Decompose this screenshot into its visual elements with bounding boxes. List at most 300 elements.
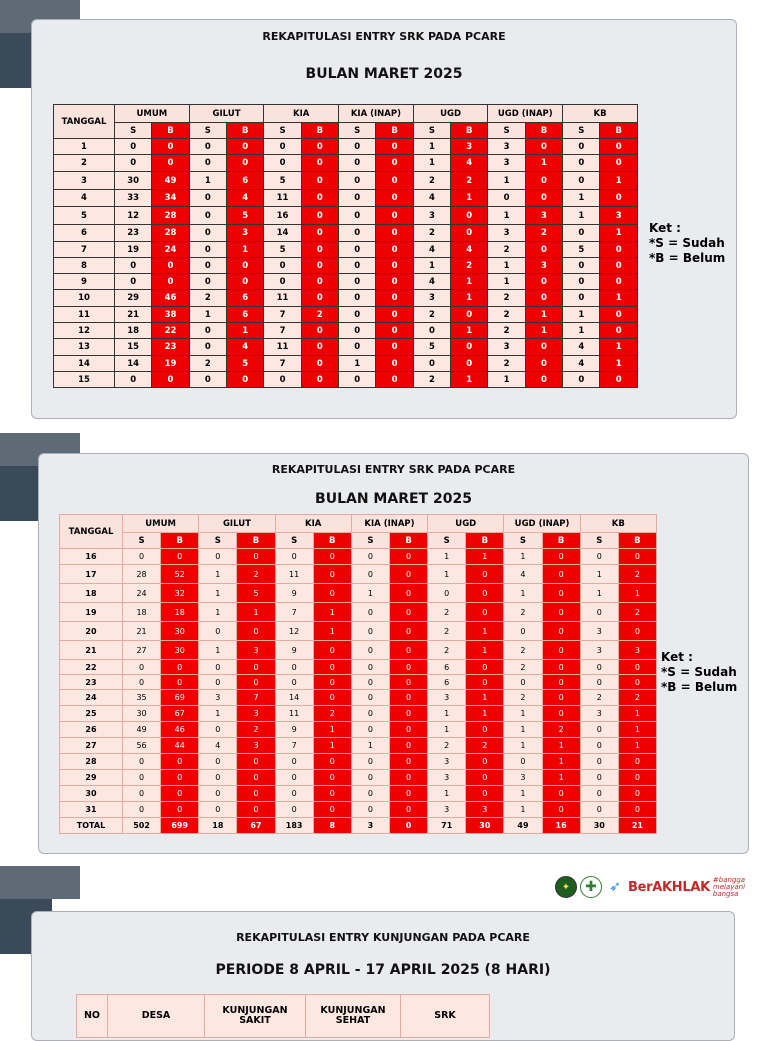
- cell-belum: 0: [301, 190, 338, 207]
- cell-sudah: 29: [115, 290, 152, 307]
- table-row: [60, 786, 657, 802]
- cell-belum: 0: [389, 660, 427, 675]
- cell-belum: 0: [301, 155, 338, 172]
- cell-sudah: 4: [504, 565, 542, 584]
- cell-sudah: 0: [580, 770, 618, 786]
- cell-sudah: 1: [504, 722, 542, 738]
- cell-sudah: 2: [504, 603, 542, 622]
- cell-belum: 2: [542, 722, 580, 738]
- cell-tanggal: 1: [54, 139, 115, 155]
- cell-tanggal: 6: [54, 225, 115, 242]
- cell-total-belum: 21: [618, 818, 656, 834]
- cell-belum: 3: [525, 207, 562, 225]
- panel-title: PERIODE 8 APRIL - 17 APRIL 2025 (8 HARI): [215, 962, 551, 978]
- cell-belum: 0: [376, 225, 413, 242]
- cell-sudah: 2: [504, 660, 542, 675]
- cell-belum: 0: [376, 372, 413, 388]
- cell-total-sudah: 18: [199, 818, 237, 834]
- cell-sudah: 12: [115, 207, 152, 225]
- cell-belum: 2: [451, 172, 488, 190]
- cell-sudah: 9: [275, 584, 313, 603]
- cell-sudah: 14: [264, 225, 301, 242]
- cell-belum: 0: [237, 660, 275, 675]
- col-belum-header: B: [525, 123, 562, 139]
- cell-belum: 1: [600, 225, 638, 242]
- table-row: [60, 622, 657, 641]
- cell-sudah: 0: [339, 242, 376, 258]
- cell-sudah: 1: [413, 139, 450, 155]
- cell-sudah: 1: [199, 603, 237, 622]
- table-row: [60, 603, 657, 622]
- cell-sudah: 3: [428, 770, 466, 786]
- cell-sudah: 0: [563, 155, 600, 172]
- cell-sudah: 14: [275, 690, 313, 706]
- cell-tanggal: 17: [60, 565, 123, 584]
- cell-sudah: 0: [563, 372, 600, 388]
- cell-sudah: 0: [189, 372, 226, 388]
- cell-tanggal: 18: [60, 584, 123, 603]
- cell-belum: 7: [237, 690, 275, 706]
- bird-icon: ➶: [609, 879, 621, 895]
- col-group-header: UGD: [428, 515, 504, 533]
- legend-ket-label: Ket :: [649, 221, 681, 235]
- cell-sudah: 11: [275, 706, 313, 722]
- cell-sudah: 30: [115, 172, 152, 190]
- cell-sudah: 0: [339, 323, 376, 339]
- cell-sudah: 0: [351, 690, 389, 706]
- cell-sudah: 9: [275, 641, 313, 660]
- cell-sudah: 3: [413, 290, 450, 307]
- cell-sudah: 0: [199, 770, 237, 786]
- cell-sudah: 0: [580, 675, 618, 690]
- cell-belum: 1: [618, 722, 656, 738]
- cell-sudah: 1: [563, 207, 600, 225]
- cell-belum: 6: [227, 307, 264, 323]
- cell-sudah: 0: [339, 307, 376, 323]
- cell-belum: 0: [525, 290, 562, 307]
- cell-total-belum: 699: [161, 818, 199, 834]
- cell-sudah: 1: [563, 307, 600, 323]
- cell-tanggal: 25: [60, 706, 123, 722]
- panel-subtitle: REKAPITULASI ENTRY SRK PADA PCARE: [271, 463, 516, 476]
- col-group-header: KB: [580, 515, 656, 533]
- cell-sudah: 5: [264, 242, 301, 258]
- cell-belum: 3: [237, 706, 275, 722]
- cell-sudah: 0: [264, 155, 301, 172]
- cell-tanggal: 4: [54, 190, 115, 207]
- cell-sudah: 0: [563, 172, 600, 190]
- cell-belum: 0: [152, 155, 189, 172]
- cell-belum: 0: [600, 323, 638, 339]
- cell-belum: 0: [237, 622, 275, 641]
- cell-belum: 0: [542, 622, 580, 641]
- cell-sudah: 0: [189, 242, 226, 258]
- cell-sudah: 0: [351, 660, 389, 675]
- cell-belum: 0: [618, 802, 656, 818]
- cell-sudah: 49: [123, 722, 161, 738]
- cell-belum: 0: [600, 307, 638, 323]
- cell-sudah: 0: [275, 802, 313, 818]
- cell-belum: 1: [451, 323, 488, 339]
- cell-sudah: 11: [264, 339, 301, 356]
- cell-belum: 0: [451, 225, 488, 242]
- cell-sudah: 1: [428, 549, 466, 565]
- cell-belum: 0: [313, 675, 351, 690]
- cell-belum: 1: [600, 356, 638, 372]
- cell-belum: 1: [451, 274, 488, 290]
- cell-sudah: 0: [199, 802, 237, 818]
- berakhlak-logo: BerAKHLAK: [628, 879, 710, 895]
- table-row: [60, 722, 657, 738]
- col-sudah-header: S: [199, 533, 237, 549]
- cell-belum: 0: [389, 754, 427, 770]
- cell-sudah: 12: [275, 622, 313, 641]
- cell-sudah: 2: [428, 603, 466, 622]
- cell-belum: 3: [237, 641, 275, 660]
- cell-belum: 0: [313, 584, 351, 603]
- cell-tanggal: 5: [54, 207, 115, 225]
- cell-belum: 0: [301, 372, 338, 388]
- cell-tanggal: 19: [60, 603, 123, 622]
- cell-sudah: 0: [115, 258, 152, 274]
- cell-sudah: 0: [189, 155, 226, 172]
- cell-belum: 0: [451, 307, 488, 323]
- cell-belum: 6: [227, 172, 264, 190]
- cell-belum: 0: [542, 641, 580, 660]
- cell-sudah: 0: [351, 706, 389, 722]
- col-group-header: KIA: [275, 515, 351, 533]
- cell-sudah: 0: [563, 225, 600, 242]
- table-row: [60, 584, 657, 603]
- cell-belum: 1: [466, 641, 504, 660]
- cell-belum: 0: [237, 786, 275, 802]
- cell-sudah: 28: [123, 565, 161, 584]
- col-sudah-header: S: [264, 123, 301, 139]
- cell-sudah: 0: [115, 155, 152, 172]
- cell-belum: 3: [618, 641, 656, 660]
- cell-sudah: 0: [351, 722, 389, 738]
- cell-sudah: 4: [413, 242, 450, 258]
- cell-tanggal: 10: [54, 290, 115, 307]
- cell-sudah: 0: [351, 786, 389, 802]
- cell-sudah: 0: [580, 722, 618, 738]
- cell-sudah: 3: [488, 155, 525, 172]
- cell-sudah: 24: [123, 584, 161, 603]
- cell-belum: 5: [227, 356, 264, 372]
- government-emblem-icon: ✦: [555, 876, 577, 898]
- cell-sudah: 0: [123, 802, 161, 818]
- cell-belum: 0: [227, 372, 264, 388]
- table-row: [54, 172, 638, 190]
- cell-belum: 1: [313, 622, 351, 641]
- srk-table-2: [59, 514, 657, 834]
- table-row: [60, 706, 657, 722]
- cell-sudah: 1: [504, 706, 542, 722]
- cell-sudah: 0: [275, 786, 313, 802]
- cell-belum: 1: [542, 738, 580, 754]
- cell-belum: 1: [525, 323, 562, 339]
- cell-sudah: 23: [115, 225, 152, 242]
- cell-sudah: 0: [413, 323, 450, 339]
- cell-sudah: 0: [339, 139, 376, 155]
- cell-belum: 0: [600, 190, 638, 207]
- table-row: [60, 802, 657, 818]
- cell-belum: 1: [618, 706, 656, 722]
- cell-tanggal: 29: [60, 770, 123, 786]
- cell-belum: 0: [161, 770, 199, 786]
- cell-belum: 1: [227, 242, 264, 258]
- cell-belum: 0: [313, 660, 351, 675]
- cell-belum: 4: [451, 155, 488, 172]
- cell-tanggal: 27: [60, 738, 123, 754]
- col-group-header: UMUM: [115, 105, 190, 123]
- cell-belum: 0: [466, 565, 504, 584]
- cell-sudah: 1: [504, 738, 542, 754]
- table-row: [54, 258, 638, 274]
- cell-sudah: 3: [488, 339, 525, 356]
- cell-sudah: 0: [563, 274, 600, 290]
- cell-belum: 0: [600, 372, 638, 388]
- cell-belum: 0: [466, 584, 504, 603]
- col-belum-header: B: [227, 123, 264, 139]
- cell-sudah: 0: [275, 770, 313, 786]
- cell-belum: 0: [466, 660, 504, 675]
- table-row: [60, 660, 657, 675]
- cell-belum: 0: [301, 339, 338, 356]
- cell-belum: 0: [376, 356, 413, 372]
- col-sudah-header: S: [563, 123, 600, 139]
- cell-belum: 1: [313, 738, 351, 754]
- cell-belum: 44: [161, 738, 199, 754]
- cell-belum: 0: [301, 207, 338, 225]
- cell-belum: 0: [389, 622, 427, 641]
- cell-belum: 0: [389, 770, 427, 786]
- cell-tanggal: 11: [54, 307, 115, 323]
- cell-belum: 0: [161, 802, 199, 818]
- cell-sudah: 11: [275, 565, 313, 584]
- table-row: [60, 770, 657, 786]
- cell-belum: 0: [376, 290, 413, 307]
- cell-sudah: 0: [504, 675, 542, 690]
- cell-belum: 3: [451, 139, 488, 155]
- cell-sudah: 3: [199, 690, 237, 706]
- cell-belum: 0: [466, 754, 504, 770]
- col-desa: DESA: [108, 995, 205, 1038]
- cell-sudah: 30: [123, 706, 161, 722]
- cell-belum: 38: [152, 307, 189, 323]
- table-row: [54, 190, 638, 207]
- col-group-header: GILUT: [199, 515, 275, 533]
- cell-sudah: 2: [488, 323, 525, 339]
- cell-belum: 0: [525, 274, 562, 290]
- cell-belum: 1: [466, 622, 504, 641]
- cell-sudah: 2: [428, 641, 466, 660]
- cell-sudah: 0: [580, 802, 618, 818]
- col-sudah-header: S: [189, 123, 226, 139]
- cell-sudah: 21: [123, 622, 161, 641]
- cell-belum: 52: [161, 565, 199, 584]
- cell-belum: 2: [466, 738, 504, 754]
- col-sudah-header: S: [115, 123, 152, 139]
- col-group-header: KIA (INAP): [351, 515, 427, 533]
- cell-sudah: 0: [199, 622, 237, 641]
- cell-total-belum: 16: [542, 818, 580, 834]
- cell-sudah: 1: [563, 190, 600, 207]
- cell-sudah: 0: [580, 754, 618, 770]
- col-kunjungan-sehat: KUNJUNGAN SEHAT: [306, 995, 401, 1038]
- cell-sudah: 0: [275, 675, 313, 690]
- cell-belum: 3: [466, 802, 504, 818]
- cell-belum: 0: [301, 258, 338, 274]
- cell-belum: 0: [618, 786, 656, 802]
- cell-belum: 0: [451, 356, 488, 372]
- cell-sudah: 33: [115, 190, 152, 207]
- cell-total-sudah: 71: [428, 818, 466, 834]
- table-row: [60, 675, 657, 690]
- cell-sudah: 3: [428, 802, 466, 818]
- cell-sudah: 0: [351, 641, 389, 660]
- cell-sudah: 1: [351, 584, 389, 603]
- cell-belum: 0: [542, 549, 580, 565]
- legend-ket: [661, 650, 737, 695]
- cell-sudah: 0: [580, 603, 618, 622]
- cell-belum: 0: [451, 207, 488, 225]
- cell-belum: 3: [227, 225, 264, 242]
- cell-belum: 0: [227, 139, 264, 155]
- panel-title: BULAN MARET 2025: [315, 491, 472, 507]
- cell-belum: 1: [313, 722, 351, 738]
- col-belum-header: B: [301, 123, 338, 139]
- cell-belum: 4: [227, 339, 264, 356]
- cell-belum: 0: [152, 258, 189, 274]
- cell-sudah: 5: [563, 242, 600, 258]
- cell-sudah: 3: [504, 770, 542, 786]
- cell-belum: 0: [389, 802, 427, 818]
- cell-belum: 0: [542, 565, 580, 584]
- col-belum-header: B: [451, 123, 488, 139]
- cell-sudah: 0: [199, 549, 237, 565]
- cell-belum: 0: [389, 738, 427, 754]
- cell-belum: 0: [600, 139, 638, 155]
- col-sudah-header: S: [351, 533, 389, 549]
- cell-belum: 0: [525, 190, 562, 207]
- cell-sudah: 0: [189, 225, 226, 242]
- cell-belum: 0: [389, 706, 427, 722]
- cell-belum: 0: [525, 356, 562, 372]
- cell-sudah: 3: [488, 139, 525, 155]
- cell-sudah: 2: [189, 290, 226, 307]
- table-row: [54, 372, 638, 388]
- cell-sudah: 0: [189, 207, 226, 225]
- col-sudah-header: S: [504, 533, 542, 549]
- cell-sudah: 0: [339, 225, 376, 242]
- cell-belum: 0: [389, 675, 427, 690]
- table-row: [54, 274, 638, 290]
- cell-tanggal: 22: [60, 660, 123, 675]
- cell-total-sudah: 30: [580, 818, 618, 834]
- cell-belum: 0: [376, 242, 413, 258]
- cell-belum: 0: [313, 690, 351, 706]
- cell-belum: 24: [152, 242, 189, 258]
- cell-belum: 1: [542, 770, 580, 786]
- cell-belum: 0: [161, 754, 199, 770]
- cell-belum: 2: [313, 706, 351, 722]
- cell-belum: 46: [152, 290, 189, 307]
- cell-belum: 0: [376, 258, 413, 274]
- cell-belum: 0: [466, 722, 504, 738]
- cell-belum: 1: [618, 738, 656, 754]
- cell-belum: 0: [451, 339, 488, 356]
- cell-belum: 1: [525, 307, 562, 323]
- cell-tanggal: 30: [60, 786, 123, 802]
- cell-tanggal: 28: [60, 754, 123, 770]
- cell-sudah: 1: [189, 172, 226, 190]
- cell-belum: 28: [152, 207, 189, 225]
- cell-belum: 0: [161, 675, 199, 690]
- cell-tanggal: 23: [60, 675, 123, 690]
- cell-sudah: 1: [199, 706, 237, 722]
- cell-belum: 0: [542, 706, 580, 722]
- cell-sudah: 0: [339, 190, 376, 207]
- cell-belum: 2: [525, 225, 562, 242]
- cell-belum: 0: [376, 339, 413, 356]
- table-row: [60, 549, 657, 565]
- cell-sudah: 1: [428, 786, 466, 802]
- cell-total-sudah: 183: [275, 818, 313, 834]
- cell-sudah: 0: [123, 770, 161, 786]
- cell-sudah: 7: [275, 738, 313, 754]
- cell-total-belum: 67: [237, 818, 275, 834]
- cell-belum: 0: [600, 155, 638, 172]
- cell-belum: 46: [161, 722, 199, 738]
- cell-sudah: 0: [351, 754, 389, 770]
- cell-belum: 6: [227, 290, 264, 307]
- cell-sudah: 0: [123, 786, 161, 802]
- cell-sudah: 3: [428, 754, 466, 770]
- cell-belum: 3: [237, 738, 275, 754]
- cell-belum: 28: [152, 225, 189, 242]
- cell-sudah: 6: [428, 660, 466, 675]
- cell-sudah: 2: [488, 356, 525, 372]
- cell-sudah: 0: [351, 770, 389, 786]
- cell-belum: 4: [451, 242, 488, 258]
- cell-sudah: 0: [115, 139, 152, 155]
- cell-sudah: 2: [413, 225, 450, 242]
- cell-belum: 0: [301, 139, 338, 155]
- cell-total-sudah: 49: [504, 818, 542, 834]
- table-row: [60, 690, 657, 706]
- kunjungan-table: [76, 994, 490, 1038]
- cell-sudah: 0: [123, 675, 161, 690]
- cell-sudah: 0: [580, 738, 618, 754]
- cell-belum: 2: [451, 258, 488, 274]
- cell-belum: 0: [600, 274, 638, 290]
- cell-sudah: 4: [413, 190, 450, 207]
- table-row: [54, 339, 638, 356]
- cell-sudah: 4: [563, 339, 600, 356]
- cell-belum: 0: [525, 339, 562, 356]
- cell-belum: 0: [618, 622, 656, 641]
- cell-sudah: 0: [189, 190, 226, 207]
- table-row: [54, 307, 638, 323]
- cell-sudah: 2: [504, 690, 542, 706]
- col-belum-header: B: [161, 533, 199, 549]
- cell-sudah: 0: [351, 622, 389, 641]
- cell-belum: 1: [618, 584, 656, 603]
- panel-subtitle: REKAPITULASI ENTRY KUNJUNGAN PADA PCARE: [236, 931, 530, 944]
- cell-belum: 0: [301, 225, 338, 242]
- cell-sudah: 1: [413, 258, 450, 274]
